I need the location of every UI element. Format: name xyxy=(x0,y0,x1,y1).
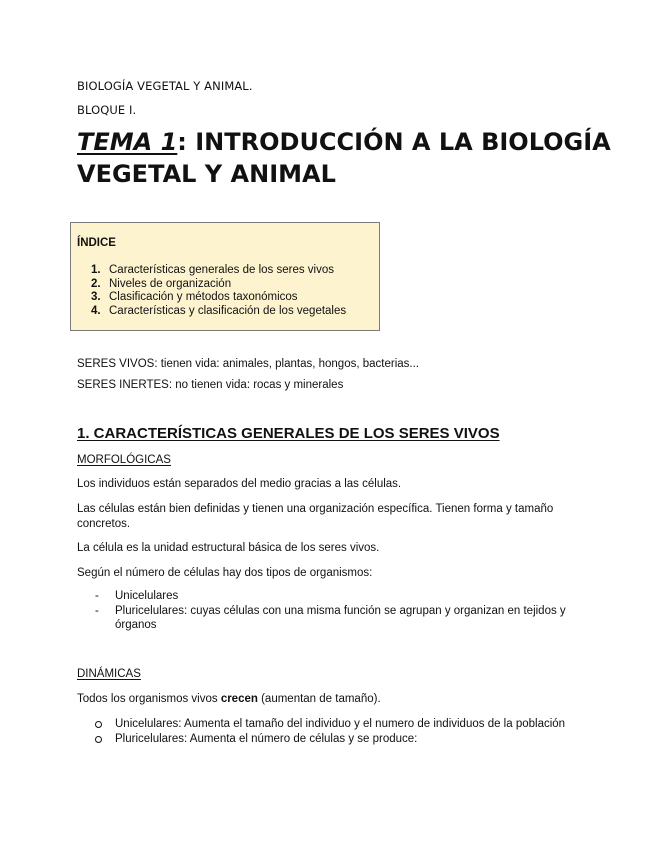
morfologicas-paragraph-2: Las células están bien definidas y tienen una organización específica. Tienen forma y tamaño concretos. xyxy=(77,503,554,530)
block-header: BLOQUE I. xyxy=(77,103,137,117)
text-segment: Todos los organismos vivos xyxy=(77,693,221,705)
index-item xyxy=(91,305,346,319)
dinamicas-paragraph-1 xyxy=(77,692,381,707)
morfologicas-paragraph-4: Según el número de células hay dos tipos de organismos: xyxy=(77,567,373,579)
list-item xyxy=(95,589,585,604)
index-title: ÍNDICE xyxy=(77,237,116,249)
morfologicas-paragraph-1: Los individuos están separados del medio gracias a las células. xyxy=(77,478,402,490)
index-item-text: Clasificación y métodos taxonómicos xyxy=(109,291,298,303)
index-item-number: 1. xyxy=(91,264,101,276)
index-item xyxy=(91,264,346,278)
text-segment: (aumentan de tamaño). xyxy=(257,693,381,705)
index-item xyxy=(91,291,346,305)
index-item-number: 2. xyxy=(91,277,101,290)
list-item-text: Pluricelulares: cuyas células con una misma función se agrupan y organizan en tejidos y órganos xyxy=(115,604,566,631)
morfologicas-paragraph-3: La célula es la unidad estructural básica de los seres vivos. xyxy=(77,542,380,554)
seres-vivos-text: SERES VIVOS: tienen vida: animales, plantas, hongos, bacterias... xyxy=(77,358,419,370)
list-item-text: Pluricelulares: Aumenta el número de células y se produce: xyxy=(115,732,418,745)
section-1-title: 1. CARACTERÍSTICAS GENERALES DE LOS SERES VIVOS xyxy=(77,425,500,442)
subject-header: BIOLOGÍA VEGETAL Y ANIMAL. xyxy=(77,79,253,93)
circle-bullet-icon xyxy=(95,721,102,728)
page-title xyxy=(77,126,617,190)
index-item-text: Características y clasificación de los vegetales xyxy=(109,304,347,317)
title-text: INTRODUCCIÓN A LA BIOLOGÍA VEGETAL Y ANIMAL xyxy=(77,128,611,188)
index-item xyxy=(91,278,346,292)
index-item-number: 4. xyxy=(91,304,101,317)
title-separator: : xyxy=(177,128,187,156)
list-item-text: Unicelulares xyxy=(115,590,179,602)
index-item-text: Niveles de organización xyxy=(109,277,232,290)
tema-label: TEMA 1 xyxy=(77,128,178,156)
index-item-text: Características generales de los seres vivos xyxy=(109,264,334,276)
list-item xyxy=(95,717,615,732)
circle-bullet-icon xyxy=(95,736,102,743)
index-list xyxy=(91,264,346,318)
growth-list xyxy=(95,717,615,746)
index-box xyxy=(70,222,380,331)
list-item xyxy=(95,604,585,633)
bold-crecen: crecen xyxy=(220,693,258,705)
seres-inertes-text: SERES INERTES: no tienen vida: rocas y minerales xyxy=(77,379,344,391)
dinamicas-heading: DINÁMICAS xyxy=(77,668,141,680)
organism-types-list xyxy=(95,589,585,633)
list-item-text: Unicelulares: Aumenta el tamaño del individuo y el numero de individuos de la población xyxy=(115,718,566,730)
morfologicas-heading: MORFOLÓGICAS xyxy=(77,454,171,466)
dash-bullet: - xyxy=(95,604,99,617)
index-item-number: 3. xyxy=(91,291,101,303)
list-item xyxy=(95,732,615,747)
dash-bullet: - xyxy=(95,590,99,602)
